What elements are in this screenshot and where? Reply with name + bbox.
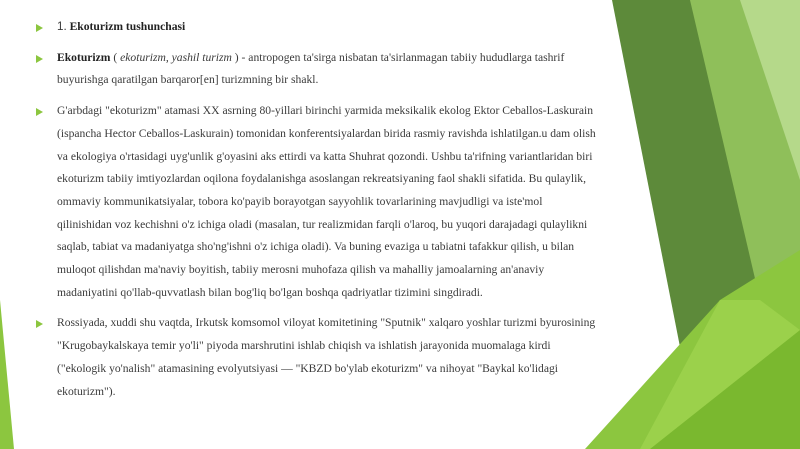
russia-paragraph: Rossiyada, xuddi shu vaqtda, Irkutsk komsomol viloyat komitetining "Sputnik" xalqaro yoshlar turizmi byurosining "Krugobaykalskaya temir yo'li" piyoda marshrutini ishlab chiqish va ishlatish jarayonida muomalaga kirdi ("ekologik yo'nalish" atamasining evolyutsiyasi — "KBZD bo'ylab ekoturizm" va nihoyat "Baykal ko'lidagi ekoturizm"). [57, 316, 596, 398]
definition-term: Ekoturizm [57, 50, 111, 64]
definition-rest: ) - antropogen ta'sirga nisbatan ta'sirlanmagan tabiiy hududlarga tashrif buyurishga qaratilgan barqaror[en] turizmning bir shakl. [57, 50, 565, 87]
russia-item [36, 312, 596, 403]
bullet-icon [36, 24, 43, 32]
heading-title: Ekoturizm tushunchasi [69, 20, 186, 33]
left-green-stripe [0, 300, 14, 449]
definition-text [57, 47, 596, 92]
bullet-icon [36, 320, 43, 328]
bullet-icon [36, 108, 43, 116]
definition-synonyms: ekoturizm, yashil turizm [120, 50, 232, 64]
bullet-icon [36, 55, 43, 63]
definition-item [36, 47, 596, 92]
heading-number: 1. [57, 20, 67, 33]
history-item [36, 100, 596, 304]
definition-paren: ( [110, 50, 121, 64]
history-paragraph: G'arbdagi "ekoturizm" atamasi XX asrning 80-yillari birinchi yarmida meksikalik ekolog Ektor Ceballos-Laskurain (ispancha Hector Ceballos-Laskurain) tomonidan konferentsiyalardan birida rasmiy ravishda ishlatilgan.u dam olish va ekologiya o'rtasidagi uyg'unlik g'oyasini aks ettirdi va katta Shuhrat qozondi. Ushbu ta'rifning variantlaridan biri ekoturizm tabiiy imtiyozlardan oqilona foydalanishga asoslangan rekreatsiyaning faol shakli sifatida. Bu qulaylik, ommaviy kommunikatsiyalar, tobora ko'payib borayotgan sayyohlik tovarlarining mavjudligi va iste'mol qilinishidan voz kechishni o'z ichiga oladi (masalan, tur realizmidan farqli o'laroq, bu yuqori darajadagi qulaylikni saqlab, tabiat va madaniyatga sho'ng'ishni o'z ichiga oladi). Va buning evaziga u tabiatni tafakkur qilish, u bilan muloqot qilishdan ma'naviy boyitish, tabiiy merosni muhofaza qilish va mahalliy jamoalarning an'anaviy madaniyatini qo'llab-quvvatlash bilan bog'liq bo'lgan boshqa qadriyatlar tizimini singdiradi. [57, 104, 596, 299]
heading-item [36, 16, 596, 39]
slide-content [36, 0, 596, 398]
slide-heading [57, 16, 596, 39]
